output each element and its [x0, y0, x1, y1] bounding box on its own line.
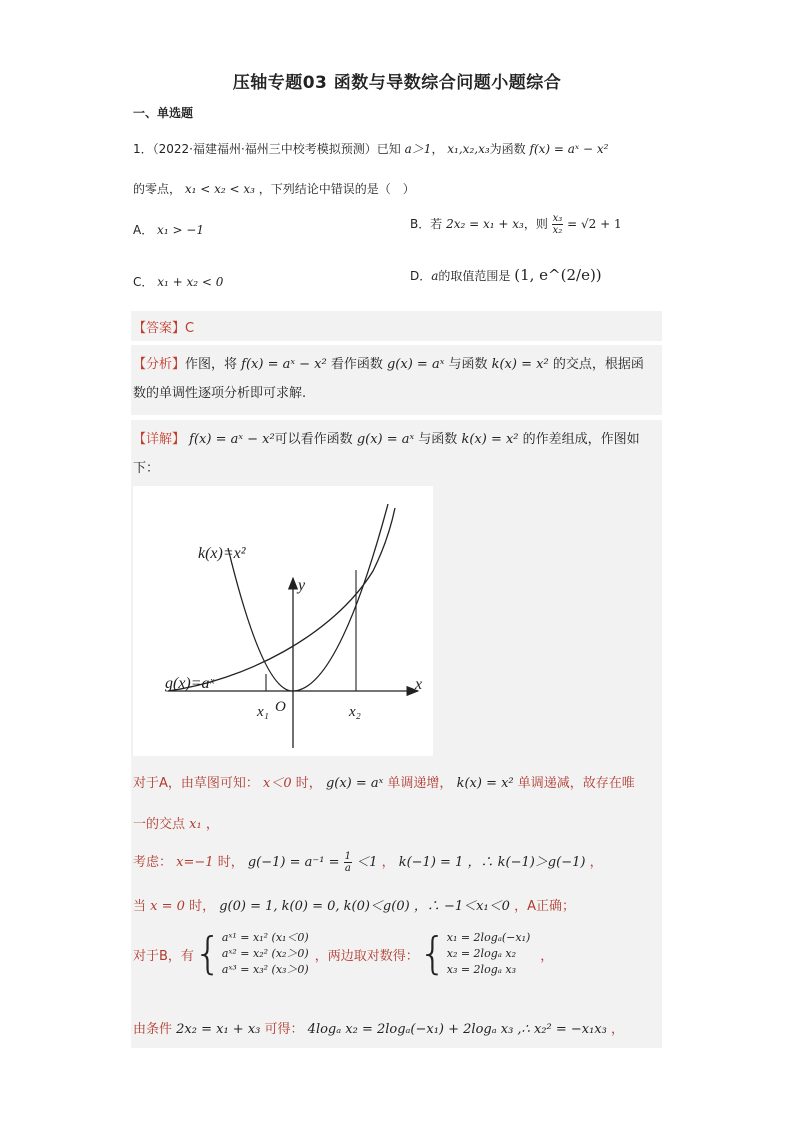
- answer-value: C: [185, 321, 195, 336]
- detail-t2: 与函数: [418, 432, 458, 447]
- analysis-t3: 与函数: [448, 357, 488, 372]
- s5-brace-2: {: [418, 928, 447, 979]
- analysis-k: k(x) = x²: [491, 357, 549, 372]
- s1-k: k(x) = x²: [456, 776, 514, 791]
- s4-c: ，∴ −1＜x₁＜0: [413, 899, 510, 914]
- s1-g: g(x) = aˣ: [325, 776, 384, 791]
- exponential-curve: [168, 508, 395, 691]
- cond-a: a＞1: [404, 142, 432, 156]
- k-label: k(x)=x²: [198, 545, 246, 562]
- question-line-1: [133, 140, 608, 157]
- option-b-label: B．若: [410, 217, 443, 231]
- detail-f: f(x) = aˣ − x²: [189, 432, 275, 447]
- option-c-expr: x₁ + x₂ < 0: [157, 275, 224, 289]
- s5-sys1-row: aˣ³ = x₃² (x₃＞0): [221, 963, 309, 976]
- s4-a: 当: [133, 899, 147, 914]
- s3-c: ，: [381, 855, 395, 870]
- s3-cond: x=−1: [176, 855, 214, 870]
- detail-t1: 可以看作函数: [274, 432, 353, 447]
- s1-a: 对于A，由草图可知：: [133, 776, 259, 791]
- analysis-t1: 作图，将: [185, 357, 238, 372]
- s1-cond: x＜0: [263, 776, 292, 791]
- analysis-tag: 【分析】: [133, 357, 186, 372]
- detail-line-2: 下：: [133, 461, 160, 476]
- step-1: [133, 772, 635, 791]
- analysis-f: f(x) = aˣ − x²: [241, 357, 327, 372]
- s3-g: g(−1) = a⁻¹ =: [247, 855, 340, 870]
- option-d-text: 的取值范围是: [438, 269, 511, 283]
- function-f: f(x) = aˣ − x²: [529, 142, 609, 156]
- parabola-curve: [228, 504, 388, 691]
- s4-cond: x = 0: [150, 899, 185, 914]
- option-d-range: (1, e^(2/e)): [514, 266, 602, 284]
- function-graph: [133, 486, 433, 756]
- s3-a: 考虑：: [133, 855, 173, 870]
- x2-label: x₂: [349, 704, 361, 720]
- zero-vars: x₁,x₂,x₃: [447, 142, 490, 156]
- question-line-2: [133, 180, 415, 197]
- option-a[interactable]: [133, 221, 204, 238]
- frac-num: x₃: [552, 213, 563, 224]
- option-b-cond: 2x₂ = x₁ + x₃: [446, 217, 524, 231]
- s3-d: ，∴ k(−1)＞g(−1): [467, 855, 586, 870]
- s6-c: ，: [611, 1022, 625, 1037]
- mid-text: 为函数: [489, 142, 526, 156]
- q-text-2: ，下列结论中错误的是（ ）: [258, 182, 415, 196]
- graph-svg: [133, 486, 433, 756]
- x1-label: x₁: [257, 704, 269, 720]
- option-c-label: C．: [133, 275, 154, 289]
- s3-b: 时，: [217, 855, 244, 870]
- s5-sys1-row: aˣ² = x₂² (x₂＞0): [221, 947, 309, 960]
- s5-system-2: [447, 930, 531, 978]
- option-d-a: a: [431, 269, 439, 283]
- option-b-then: ，则: [523, 217, 548, 231]
- step-3: [133, 851, 603, 874]
- s1-d: 单调递减，故存在唯: [517, 776, 635, 791]
- x-axis-label: x: [415, 676, 423, 693]
- s5-sys2-row: x₃ = 2logₐ x₃: [446, 963, 516, 976]
- s5-brace-1: {: [193, 928, 222, 979]
- analysis-t4: 的交点，根据函: [552, 357, 644, 372]
- s1-c: 单调递增，: [387, 776, 453, 791]
- option-c[interactable]: [133, 273, 223, 290]
- page-title: 压轴专题03 函数与导数综合问题小题综合: [232, 73, 562, 93]
- s6-expr: 4logₐ x₂ = 2logₐ(−x₁) + 2logₐ x₃ ,∴ x₂² = −x₁x₃: [307, 1022, 607, 1037]
- s4-d: ，A正确；: [514, 899, 575, 914]
- sep: ，: [431, 142, 444, 156]
- s4-expr: g(0) = 1, k(0) = 0, k(0)＜g(0): [219, 899, 410, 914]
- section-heading: 一、单选题: [133, 106, 194, 120]
- detail-k: k(x) = x²: [461, 432, 519, 447]
- analysis-block: [131, 345, 662, 415]
- q-text: 的零点，: [133, 182, 182, 196]
- step-5: [133, 930, 553, 978]
- answer-tag: 【答案】: [133, 321, 186, 336]
- detail-g: g(x) = aˣ: [356, 432, 415, 447]
- origin-label: O: [275, 699, 286, 715]
- frac-den: x₂: [552, 225, 563, 236]
- question-source: （2022·福建福州·福州三中校考模拟预测）已知: [152, 142, 401, 156]
- option-b-fraction: [552, 213, 564, 236]
- s3-frac-den: a: [344, 863, 351, 874]
- option-d[interactable]: [410, 266, 602, 284]
- step-4: [133, 895, 575, 914]
- s5-c: ，: [540, 948, 554, 964]
- s3-frac-num: 1: [344, 851, 351, 862]
- s3-k: k(−1) = 1: [398, 855, 464, 870]
- s6-a: 由条件: [133, 1022, 173, 1037]
- option-b-rhs: = √2 + 1: [567, 217, 622, 231]
- y-axis-label: y: [298, 577, 306, 594]
- s5-system-1: [222, 930, 309, 978]
- detail-tag: 【详解】: [133, 432, 186, 447]
- s5-b: ，两边取对数得：: [314, 948, 419, 964]
- s5-sys2-row: x₂ = 2logₐ x₂: [446, 947, 516, 960]
- s2-b: ，: [205, 817, 219, 832]
- question-number: 1．: [133, 142, 153, 156]
- s1-b: 时，: [295, 776, 322, 791]
- order-expr: x₁ < x₂ < x₃: [184, 182, 255, 196]
- step-6: [133, 1018, 624, 1037]
- option-b[interactable]: [410, 213, 622, 236]
- g-label: g(x)=aˣ: [165, 675, 215, 692]
- s5-sys1-row: aˣ¹ = x₁² (x₁＜0): [221, 931, 309, 944]
- analysis-g: g(x) = aˣ: [386, 357, 445, 372]
- s2-a: 一的交点: [133, 817, 186, 832]
- s5-a: 对于B，有: [133, 948, 194, 964]
- s2-x1: x₁: [189, 817, 202, 832]
- analysis-line-2: 数的单调性逐项分析即可求解.: [133, 386, 307, 401]
- s6-b: 可得：: [264, 1022, 304, 1037]
- option-a-label: A．: [133, 223, 154, 237]
- step-2: [133, 813, 219, 832]
- s3-e: ，: [589, 855, 603, 870]
- s5-sys2-row: x₁ = 2logₐ(−x₁): [446, 931, 531, 944]
- answer-block: [131, 311, 662, 341]
- s4-b: 时，: [189, 899, 216, 914]
- s3-fraction: [344, 851, 352, 874]
- detail-block: [131, 420, 662, 484]
- s3-lt: ＜1: [356, 855, 378, 870]
- detail-t3: 的作差组成，作图如: [522, 432, 640, 447]
- option-d-label: D．: [410, 269, 432, 283]
- analysis-t2: 看作函数: [330, 357, 383, 372]
- option-a-expr: x₁ > −1: [157, 223, 204, 237]
- s6-cond: 2x₂ = x₁ + x₃: [176, 1022, 261, 1037]
